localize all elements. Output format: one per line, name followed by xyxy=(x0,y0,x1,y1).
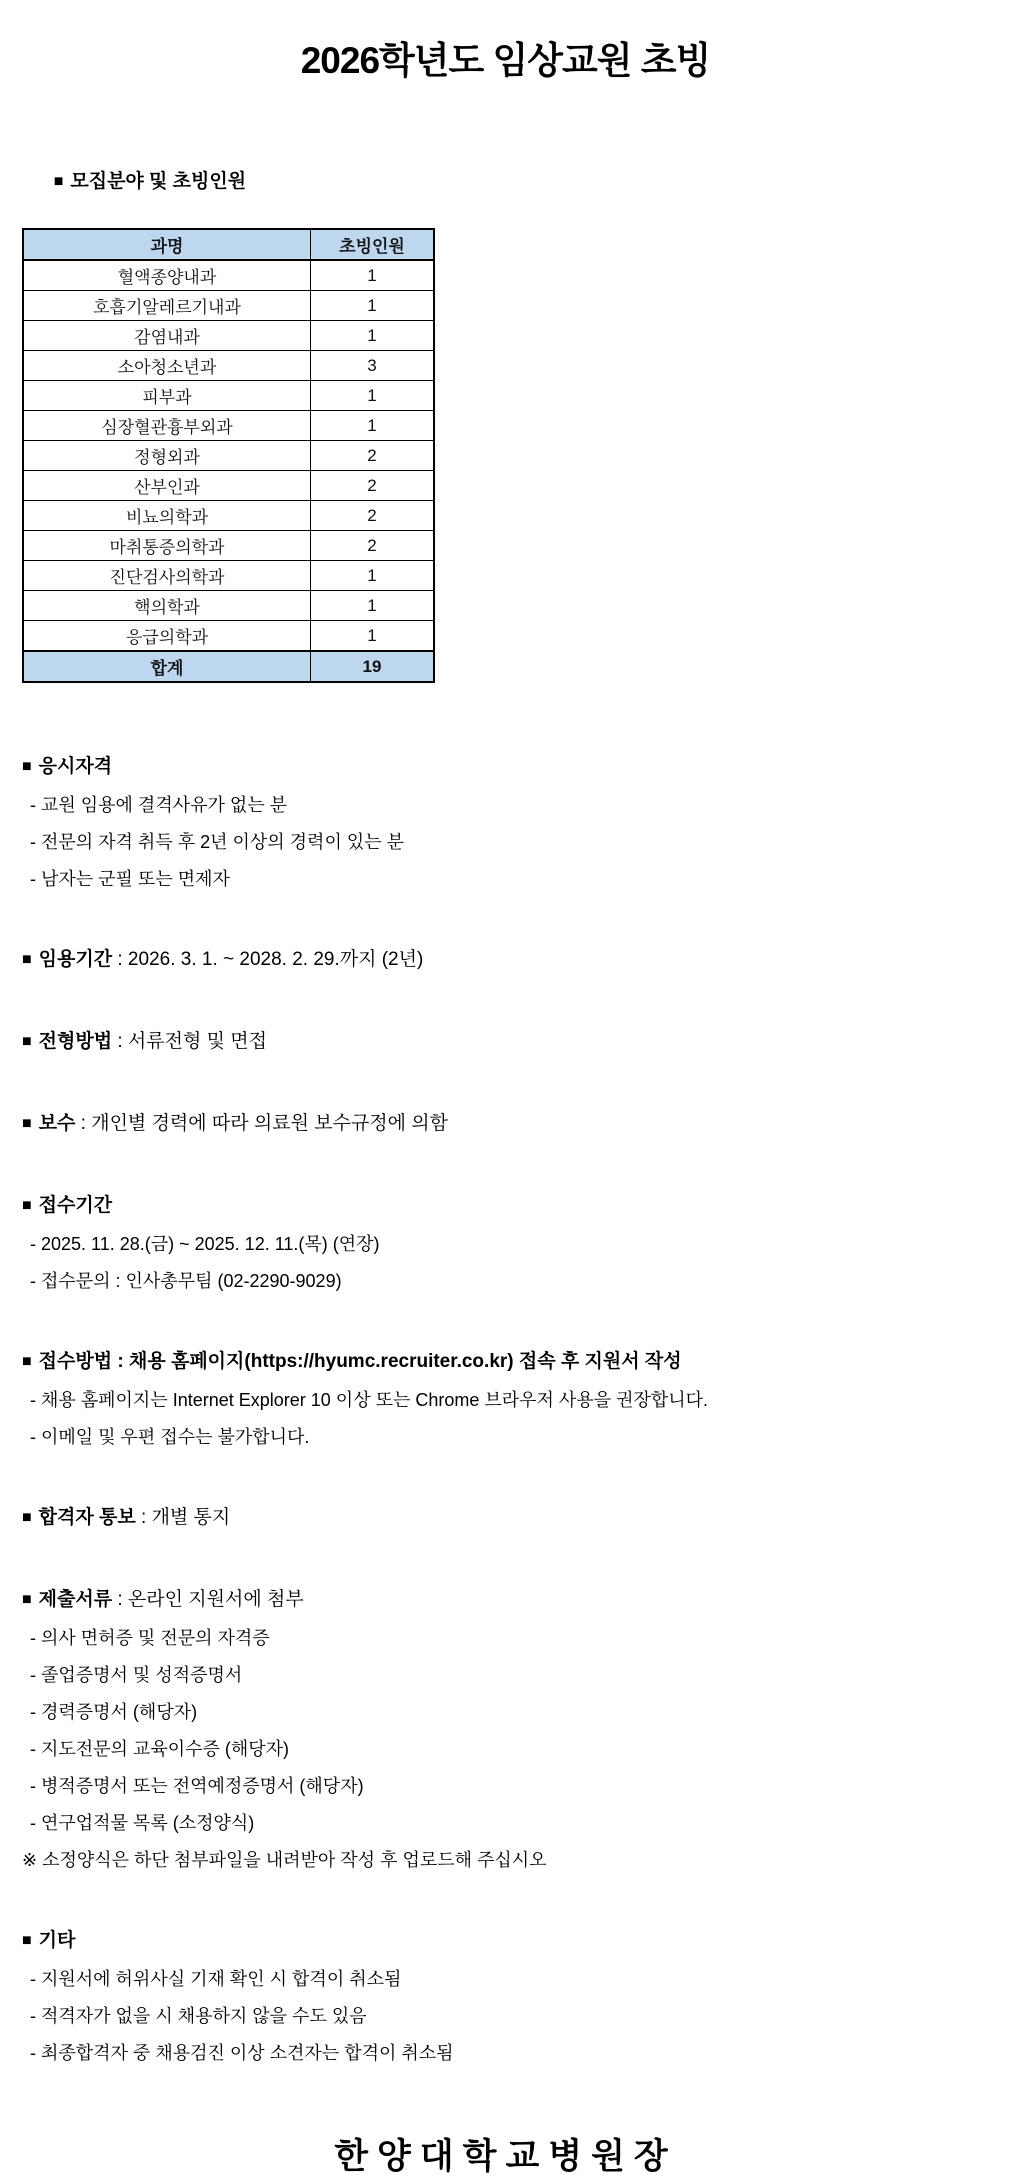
count-cell: 1 xyxy=(311,411,435,441)
page-title: 2026학년도 임상교원 초빙 xyxy=(300,40,711,81)
department-cell: 진단검사의학과 xyxy=(23,561,311,591)
section-title: 임용기간 xyxy=(38,949,113,970)
section-title: 합격자 통보 xyxy=(38,1507,136,1528)
square-bullet-icon: ■ xyxy=(22,1591,32,1608)
table-row xyxy=(23,561,434,591)
section-title: 전형방법 xyxy=(38,1031,113,1052)
recruit-table-section xyxy=(22,146,989,683)
table-row xyxy=(23,471,434,501)
table-row xyxy=(23,351,434,381)
square-bullet-icon: ■ xyxy=(22,1115,32,1132)
department-cell: 마취통증의학과 xyxy=(23,531,311,561)
department-cell: 소아청소년과 xyxy=(23,351,311,381)
table-header-row xyxy=(23,229,434,260)
count-cell: 1 xyxy=(311,381,435,411)
count-cell: 2 xyxy=(311,501,435,531)
total-value-cell: 19 xyxy=(311,651,435,682)
count-cell: 2 xyxy=(311,441,435,471)
notice-sections xyxy=(22,755,989,2065)
square-bullet-icon: ■ xyxy=(22,1932,32,1949)
table-row xyxy=(23,321,434,351)
count-cell: 3 xyxy=(311,351,435,381)
section-list-item: - 적격자가 없을 시 채용하지 않을 수도 있음 xyxy=(30,2006,367,2026)
count-cell: 1 xyxy=(311,260,435,291)
section-heading xyxy=(22,1030,989,1055)
notice-section xyxy=(22,1350,989,1449)
department-cell: 핵의학과 xyxy=(23,591,311,621)
section-list-item: - 교원 임용에 결격사유가 없는 분 xyxy=(30,795,288,815)
section-title: 접수방법 xyxy=(38,1351,113,1372)
table-row xyxy=(23,441,434,471)
section-inline-value: : 채용 홈페이지(https://hyumc.recruiter.co.kr) 접속 후 지원서 작성 xyxy=(112,1351,682,1372)
section-heading xyxy=(22,1112,989,1137)
section-list-item: - 2025. 11. 28.(금) ~ 2025. 12. 11.(목) (연장) xyxy=(30,1234,380,1254)
total-label-cell: 합계 xyxy=(23,651,311,682)
section-heading xyxy=(22,755,989,780)
count-cell: 2 xyxy=(311,531,435,561)
section-list-item: - 병적증명서 또는 전역예정증명서 (해당자) xyxy=(30,1776,364,1796)
table-row xyxy=(23,381,434,411)
section-list-item: - 전문의 자격 취득 후 2년 이상의 경력이 있는 분 xyxy=(30,832,404,852)
notice-section xyxy=(22,1030,989,1055)
department-cell: 호흡기알레르기내과 xyxy=(23,291,311,321)
section-list-item: - 지원서에 허위사실 기재 확인 시 합격이 취소됨 xyxy=(30,1969,402,1989)
department-cell: 피부과 xyxy=(23,381,311,411)
recruitment-table-head xyxy=(23,229,434,260)
table-row xyxy=(23,291,434,321)
notice-section xyxy=(22,755,989,891)
department-cell: 심장혈관흉부외과 xyxy=(23,411,311,441)
notice-section xyxy=(22,1506,989,1531)
section-heading xyxy=(22,1350,989,1375)
section-list-item: - 남자는 군필 또는 면제자 xyxy=(30,869,230,889)
square-bullet-icon: ■ xyxy=(22,1033,32,1050)
section-title: 접수기간 xyxy=(38,1195,113,1216)
recruitment-table xyxy=(22,228,435,683)
recruit-section-heading xyxy=(22,146,989,219)
section-inline-value: : 2026. 3. 1. ~ 2028. 2. 29.까지 (2년) xyxy=(112,949,424,970)
table-row xyxy=(23,531,434,561)
notice-section xyxy=(22,1112,989,1137)
section-list-item: - 최종합격자 중 채용검진 이상 소견자는 합격이 취소됨 xyxy=(30,2043,454,2063)
square-bullet-icon: ■ xyxy=(22,951,32,968)
section-title: 응시자격 xyxy=(38,756,113,777)
table-row xyxy=(23,260,434,291)
section-heading xyxy=(22,1506,989,1531)
square-bullet-icon: ■ xyxy=(22,1353,32,1370)
department-cell: 비뇨의학과 xyxy=(23,501,311,531)
section-inline-value: : 개인별 경력에 따라 의료원 보수규정에 의함 xyxy=(75,1113,448,1134)
section-title: 제출서류 xyxy=(38,1589,113,1610)
table-row xyxy=(23,411,434,441)
notice-section xyxy=(22,1588,989,1872)
department-cell: 정형외과 xyxy=(23,441,311,471)
section-heading xyxy=(22,1929,989,1954)
section-list-item: - 채용 홈페이지는 Internet Explorer 10 이상 또는 Chrome 브라우저 사용을 권장합니다. xyxy=(30,1390,709,1410)
square-bullet-icon: ■ xyxy=(53,173,64,190)
section-heading xyxy=(22,1194,989,1219)
table-row xyxy=(23,501,434,531)
section-heading xyxy=(22,1588,989,1613)
count-cell: 1 xyxy=(311,321,435,351)
table-row xyxy=(23,621,434,652)
section-list-item: - 의사 면허증 및 전문의 자격증 xyxy=(30,1628,270,1648)
recruitment-table-foot xyxy=(23,651,434,682)
department-cell: 응급의학과 xyxy=(23,621,311,652)
recruitment-table-body xyxy=(23,260,434,651)
count-cell: 1 xyxy=(311,621,435,652)
department-cell: 감염내과 xyxy=(23,321,311,351)
notice-section xyxy=(22,948,989,973)
section-inline-value: : 온라인 지원서에 첨부 xyxy=(112,1589,304,1610)
column-header-count: 초빙인원 xyxy=(311,229,435,260)
section-inline-value: : 개별 통지 xyxy=(135,1507,231,1528)
count-cell: 1 xyxy=(311,291,435,321)
department-cell: 혈액종양내과 xyxy=(23,260,311,291)
notice-section xyxy=(22,1929,989,2065)
count-cell: 1 xyxy=(311,591,435,621)
section-heading xyxy=(22,948,989,973)
column-header-department: 과명 xyxy=(23,229,311,260)
count-cell: 2 xyxy=(311,471,435,501)
section-list-item: - 이메일 및 우편 접수는 불가합니다. xyxy=(30,1427,310,1447)
notice-section xyxy=(22,1194,989,1293)
section-list-item: - 접수문의 : 인사총무팀 (02-2290-9029) xyxy=(30,1271,342,1291)
signature-title: 한양대학교병원장 xyxy=(334,2137,677,2176)
department-cell: 산부인과 xyxy=(23,471,311,501)
table-total-row xyxy=(23,651,434,682)
section-list-item: - 경력증명서 (해당자) xyxy=(30,1702,198,1722)
section-list-item: - 연구업적물 목록 (소정양식) xyxy=(30,1813,255,1833)
section-list-item: - 지도전문의 교육이수증 (해당자) xyxy=(30,1739,290,1759)
recruit-section-title: 모집분야 및 초빙인원 xyxy=(70,171,247,192)
section-note: ※ 소정양식은 하단 첨부파일을 내려받아 작성 후 업로드해 주십시오 xyxy=(22,1850,547,1870)
section-title: 보수 xyxy=(38,1113,76,1134)
section-list-item: - 졸업증명서 및 성적증명서 xyxy=(30,1665,243,1685)
count-cell: 1 xyxy=(311,561,435,591)
section-title: 기타 xyxy=(38,1930,76,1951)
table-row xyxy=(23,591,434,621)
section-inline-value: : 서류전형 및 면접 xyxy=(112,1031,267,1052)
square-bullet-icon: ■ xyxy=(22,1197,32,1214)
square-bullet-icon: ■ xyxy=(22,758,32,775)
square-bullet-icon: ■ xyxy=(22,1509,32,1526)
